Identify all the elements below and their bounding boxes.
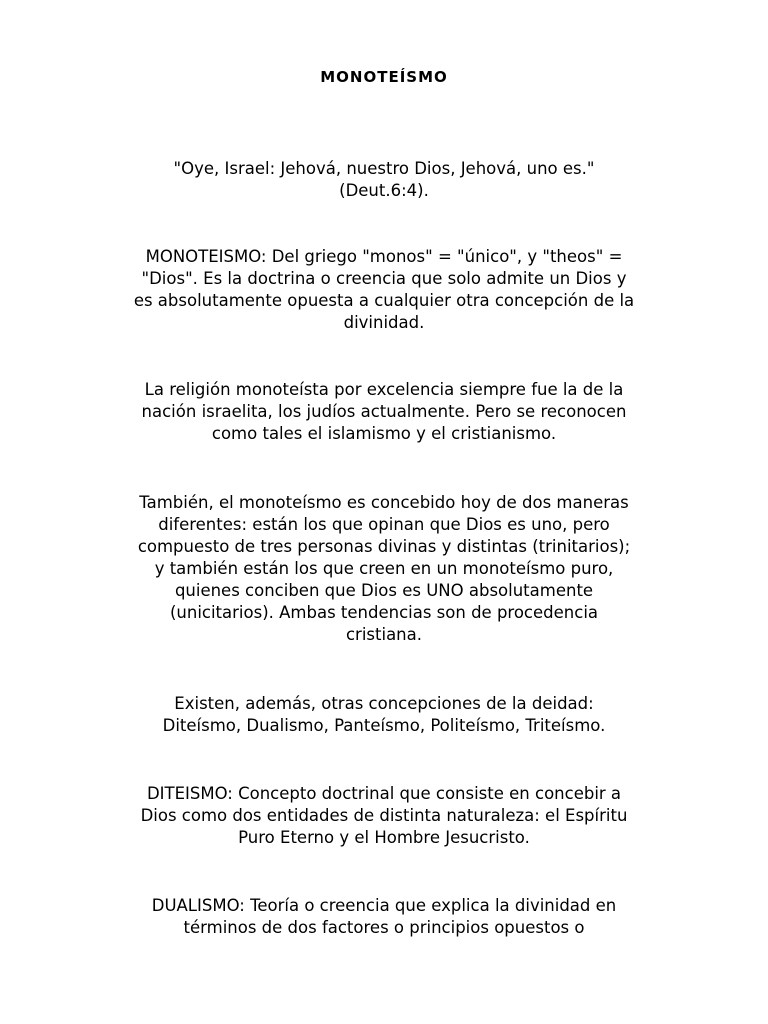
- text-line: Existen, además, otras concepciones de la deidad:: [174, 694, 594, 713]
- definition-paragraph: [100, 246, 668, 334]
- text-line: "Dios". Es la doctrina o creencia que solo admite un Dios y: [141, 269, 627, 288]
- other-conceptions-paragraph: [100, 693, 668, 737]
- diteismo-paragraph: [100, 783, 668, 849]
- text-line: "Oye, Israel: Jehová, nuestro Dios, Jehová, uno es.": [173, 159, 595, 178]
- dualismo-paragraph: [100, 895, 668, 939]
- text-line: diferentes: están los que opinan que Dios es uno, pero: [158, 515, 610, 534]
- text-line: La religión monoteísta por excelencia siempre fue la de la: [144, 380, 624, 399]
- conceptions-paragraph: [100, 492, 668, 646]
- text-line: Dios como dos entidades de distinta naturaleza: el Espíritu: [140, 806, 628, 825]
- text-line: como tales el islamismo y el cristianismo.: [211, 424, 557, 443]
- text-line: MONOTEISMO: Del griego "monos" = "único", y "theos" =: [145, 247, 623, 266]
- text-line: (Deut.6:4).: [339, 181, 429, 200]
- text-line: (unicitarios). Ambas tendencias son de procedencia: [169, 603, 599, 622]
- text-line: DUALISMO: Teoría o creencia que explica la divinidad en: [151, 896, 617, 915]
- text-line: Puro Eterno y el Hombre Jesucristo.: [238, 828, 530, 847]
- text-line: compuesto de tres personas divinas y distintas (trinitarios);: [137, 537, 631, 556]
- text-line: Diteísmo, Dualismo, Panteísmo, Politeísmo, Triteísmo.: [162, 716, 606, 735]
- document-title: MONOTEÍSMO: [320, 68, 448, 86]
- quote-paragraph: [100, 158, 668, 202]
- text-line: DITEISMO: Concepto doctrinal que consiste en concebir a: [146, 784, 622, 803]
- text-line: términos de dos factores o principios opuestos o: [183, 918, 585, 937]
- text-line: es absolutamente opuesta a cualquier otra concepción de la: [133, 291, 635, 310]
- religion-paragraph: [100, 379, 668, 445]
- text-line: nación israelita, los judíos actualmente. Pero se reconocen: [141, 402, 627, 421]
- text-line: cristiana.: [345, 625, 422, 644]
- text-line: quienes conciben que Dios es UNO absolutamente: [174, 581, 594, 600]
- text-line: y también están los que creen en un monoteísmo puro,: [154, 559, 614, 578]
- text-line: divinidad.: [343, 313, 425, 332]
- text-line: También, el monoteísmo es concebido hoy de dos maneras: [139, 493, 629, 512]
